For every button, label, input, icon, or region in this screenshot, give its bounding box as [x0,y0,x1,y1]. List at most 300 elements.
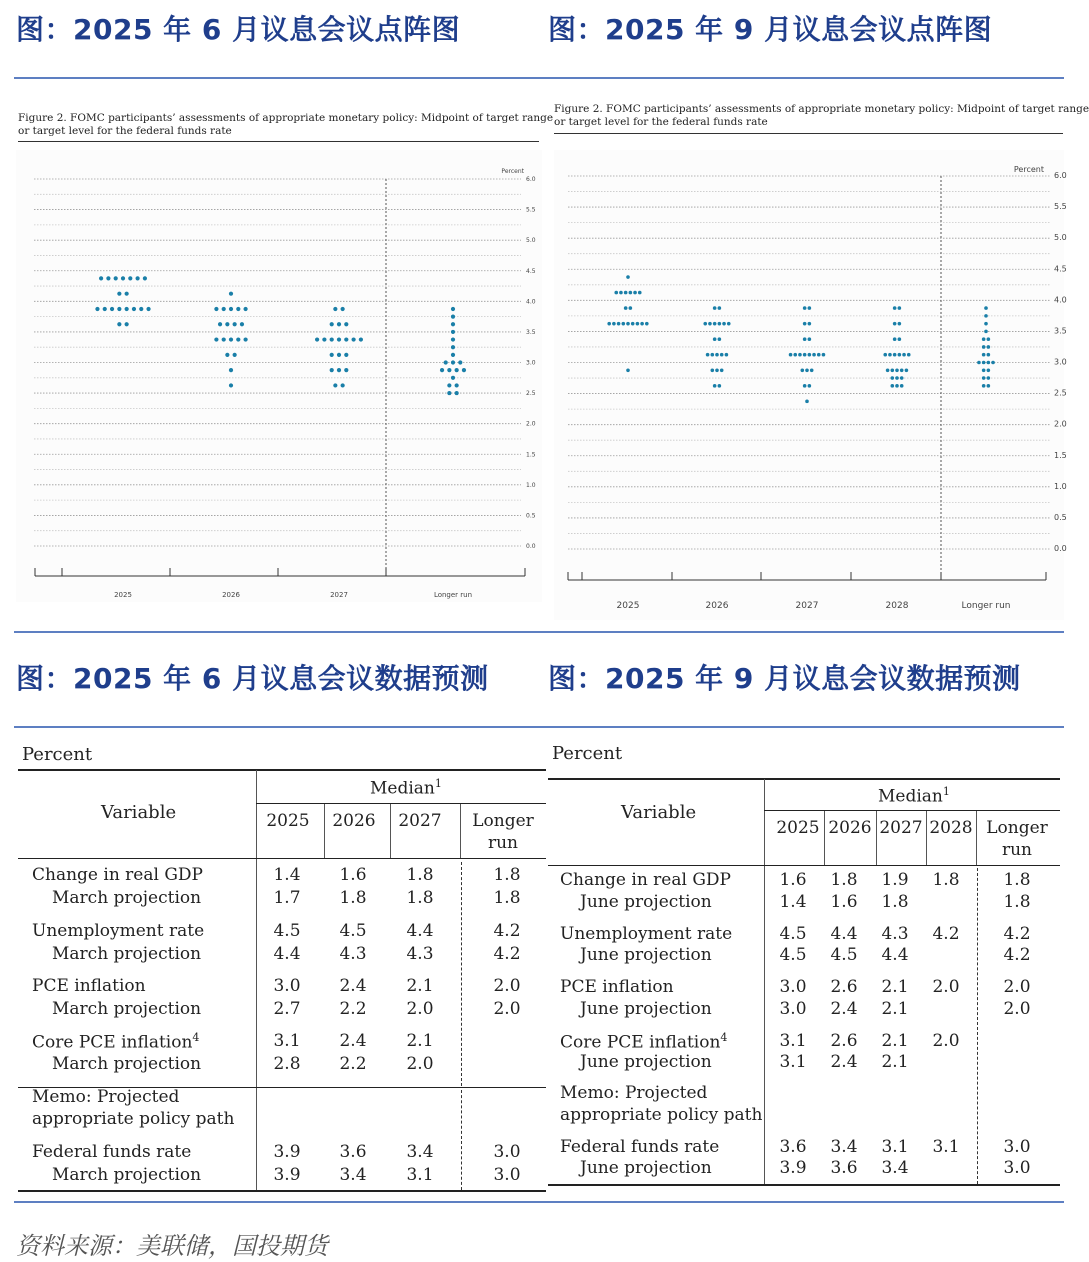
september-cell: 3.0 [779,977,807,997]
june-dot [447,383,451,387]
june-dot [125,292,129,296]
september-ylabel: Percent [1013,165,1044,174]
september-dot [713,337,717,341]
june-memo-line2: appropriate policy path [32,1109,235,1129]
september-dot [982,384,986,388]
september-dot [898,322,902,326]
june-dot [451,330,455,334]
june-dot [225,353,229,357]
june-dot [229,307,233,311]
september-dot [803,353,807,357]
june-cell: 2.2 [339,999,367,1019]
september-dot [812,353,816,357]
june-ytick-label: 1.0 [526,481,536,489]
september-dot [629,291,633,295]
june-dashed-divider [461,862,462,1086]
september-row-label: Unemployment rate [560,924,733,944]
september-ffr-cell: 3.6 [779,1137,807,1157]
september-dot [706,353,710,357]
june-caption-rule [18,141,539,142]
june-dot [233,353,237,357]
june-dot [236,337,240,341]
june-dot [106,276,110,280]
june-dot [117,292,121,296]
june-dot [344,322,348,326]
june-dot [229,337,233,341]
september-row-label: June projection [580,892,712,912]
september-row-label: PCE inflation [560,977,674,997]
september-dot [982,361,986,365]
september-cell: 1.6 [830,892,858,912]
september-figure-caption [554,103,1089,129]
september-dot [718,322,722,326]
september-dot [631,322,635,326]
june-cell: 2.0 [406,999,434,1019]
june-col-longer: Longer [472,811,534,831]
june-header-rule [18,858,546,859]
june-cell: 2.4 [339,1031,367,1051]
june-dot [344,368,348,372]
june-dot [451,307,455,311]
september-dot [900,368,904,372]
september-dot [725,353,729,357]
june-ffr-cell: 3.9 [273,1165,301,1185]
june-ffr-cell: 3.9 [273,1142,301,1162]
june-dot [222,307,226,311]
june-top-rule [18,769,546,771]
june-cell: 2.1 [406,1031,434,1051]
june-cell: 4.2 [493,944,521,964]
june-dot [99,276,103,280]
june-ytick-label: 5.0 [526,237,536,245]
september-cell: 2.6 [830,1031,858,1051]
june-dashed-divider-2 [461,1090,462,1190]
september-cell: 4.4 [830,924,858,944]
june-dot [218,322,222,326]
june-row-label: Core PCE inflation$^4$ [32,1031,200,1053]
june-dot [330,337,334,341]
june-ytick-label: 0.0 [526,543,536,550]
june-cell: 2.2 [339,1054,367,1074]
september-dot [803,306,807,310]
june-dot [462,368,466,372]
september-cell: 4.2 [1003,924,1031,944]
september-dot [893,306,897,310]
september-cell: 2.1 [881,999,909,1019]
september-dot [982,353,986,357]
june-cell: 2.1 [406,976,434,996]
june-dot [455,368,459,372]
september-cell: 4.5 [830,945,858,965]
september-ffr-cell: 3.4 [830,1137,858,1157]
june-category-label: 2026 [222,591,240,599]
june-figure-caption [18,112,553,138]
september-dot [789,353,793,357]
june-category-label: Longer run [433,591,473,599]
june-row-label: March projection [52,944,202,964]
june-ffr-cell: 3.1 [406,1165,434,1185]
june-memo-line1: Memo: Projected [32,1087,180,1107]
june-ylabel: Percent [501,168,524,175]
september-row-label: June projection [580,999,712,1019]
september-dot [822,353,826,357]
september-col-2028: 2028 [929,818,973,838]
june-dot [139,307,143,311]
june-cell: 4.3 [339,944,367,964]
june-dot [315,337,319,341]
june-dot [341,383,345,387]
september-dot [626,368,630,372]
june-row-label: Change in real GDP [32,865,203,885]
september-ffr-cell: 3.4 [881,1158,909,1178]
september-col-2027: 2027 [879,818,923,838]
september-cell: 4.4 [881,945,909,965]
september-dot [898,353,902,357]
september-row-label: Change in real GDP [560,870,731,890]
june-ytick-label: 4.5 [526,267,536,275]
june-ytick-label: 3.0 [526,359,536,367]
june-row-label: PCE inflation [32,976,146,996]
september-category-label: 2027 [795,601,819,611]
june-dot [244,307,248,311]
september-category-label: 2028 [885,601,909,611]
september-dot [711,353,715,357]
june-dot [359,337,363,341]
june-dot [95,307,99,311]
september-ytick-label: 2.0 [1054,419,1067,429]
september-cell: 2.4 [830,999,858,1019]
september-col-run: run [1001,840,1033,860]
september-dot [713,306,717,310]
september-dot [810,368,814,372]
september-dot [622,322,626,326]
september-dot [617,322,621,326]
september-category-label: Longer run [961,601,1011,611]
september-col-divider-1 [824,811,825,865]
september-cell: 2.6 [830,977,858,997]
september-dot [793,353,797,357]
june-dot-plot [16,150,542,602]
september-dot [715,353,719,357]
september-ytick-label: 5.5 [1054,202,1067,212]
june-variable-header: Variable [101,802,177,823]
september-cell: 1.6 [779,870,807,890]
september-cell: 2.4 [830,1052,858,1072]
june-dot [229,292,233,296]
june-percent-label: Percent [22,744,93,765]
september-header-rule [548,865,1060,866]
september-memo-line1: Memo: Projected [560,1083,708,1103]
september-col-longer: Longer [986,818,1048,838]
june-dot [337,337,341,341]
september-variable-header: Variable [621,802,697,823]
september-cell: 3.1 [779,1052,807,1072]
september-ffr-cell: 3.6 [830,1158,858,1178]
june-cell: 1.8 [339,888,367,908]
title-june-projections: 图：2025 年 6 月议息会议数据预测 [16,662,489,695]
june-ytick-label: 2.0 [526,420,536,428]
september-cell: 2.0 [1003,999,1031,1019]
september-dot [895,368,899,372]
june-dot [447,368,451,372]
june-dot [337,322,341,326]
june-cell: 2.8 [273,1054,301,1074]
june-col-divider-1 [324,804,325,858]
september-dot [803,337,807,341]
june-dot [344,337,348,341]
september-dot [720,353,724,357]
june-dot [455,383,459,387]
september-ffr-row-label: Federal funds rate [560,1137,720,1157]
june-dot [103,307,107,311]
september-cell: 4.2 [1003,945,1031,965]
title-september-projections: 图：2025 年 9 月议息会议数据预测 [548,662,1021,695]
september-col-2025: 2025 [776,818,820,838]
september-dot [645,322,649,326]
june-dot [214,337,218,341]
september-dot [619,291,623,295]
source-note: 资料来源：美联储，国投期货 [16,1232,328,1260]
september-cell: 3.1 [779,1031,807,1051]
june-dot [225,322,229,326]
september-cell: 2.1 [881,1031,909,1051]
june-row-label: March projection [52,1054,202,1074]
june-dot [125,322,129,326]
june-dot [121,276,125,280]
september-cell: 4.2 [932,924,960,944]
june-median-header [370,777,442,799]
june-dot [236,307,240,311]
september-dot [984,306,988,310]
september-ytick-label: 6.0 [1054,171,1067,180]
september-dot [987,361,991,365]
september-dot [984,314,988,318]
september-cell: 1.8 [1003,870,1031,890]
september-dot [984,330,988,334]
september-dot [626,275,630,279]
june-cell: 2.0 [406,1054,434,1074]
june-ffr-cell: 3.0 [493,1142,521,1162]
september-dot [720,368,724,372]
september-ffr-cell: 3.0 [1003,1137,1031,1157]
september-top-rule [548,778,1060,780]
june-label-divider [256,770,257,1190]
september-dot [991,361,995,365]
september-col-2026: 2026 [828,818,872,838]
september-ytick-label: 0.5 [1054,512,1067,522]
june-dot [146,307,150,311]
june-row-label: March projection [52,888,202,908]
title-september-dot-plot: 图：2025 年 9 月议息会议点阵图 [548,13,993,46]
june-plot-background [16,150,542,602]
june-dot [455,391,459,395]
june-cell: 1.8 [406,865,434,885]
june-cell: 1.4 [273,865,301,885]
september-dot [982,376,986,380]
september-dot [626,322,630,326]
september-cell: 1.8 [881,892,909,912]
september-caption-line1: Figure 2. FOMC participants’ assessments of appropriate monetary policy: Midpoint of target range [554,103,1089,115]
september-dot [629,306,633,310]
september-ytick-label: 5.0 [1054,233,1067,243]
september-memo-line2: appropriate policy path [560,1105,763,1125]
june-dot [214,307,218,311]
september-cell: 4.5 [779,924,807,944]
september-ytick-label: 4.5 [1054,264,1067,274]
september-dot [713,384,717,388]
june-ytick-label: 5.5 [526,206,536,214]
june-row-label: March projection [52,999,202,1019]
divider-top [14,77,1064,79]
june-cell: 3.0 [273,976,301,996]
june-dot [451,322,455,326]
june-dot [143,276,147,280]
september-cell: 2.0 [932,977,960,997]
september-ytick-label: 3.0 [1054,357,1067,367]
september-dot [987,384,991,388]
september-dot [703,322,707,326]
september-dot [893,353,897,357]
june-cell: 2.0 [493,976,521,996]
september-bottom-rule [548,1184,1060,1186]
june-cell: 1.8 [493,865,521,885]
june-dot [229,368,233,372]
june-dot [333,307,337,311]
june-col-2027: 2027 [398,811,442,831]
september-dot-plot [554,150,1067,620]
september-ytick-label: 1.5 [1054,450,1067,460]
september-dot [893,337,897,341]
june-dot [451,337,455,341]
september-cell: 2.0 [932,1031,960,1051]
september-dot [891,368,895,372]
september-cell: 2.0 [1003,977,1031,997]
september-row-label: Core PCE inflation$^4$ [560,1031,728,1053]
june-caption-line2: or target level for the federal funds rate [18,125,232,137]
june-dot [333,383,337,387]
june-dot [344,353,348,357]
september-dot [808,353,812,357]
september-dot [640,322,644,326]
september-ytick-label: 4.0 [1054,295,1067,305]
june-ffr-cell: 3.4 [339,1165,367,1185]
september-ffr-cell: 3.1 [881,1137,909,1157]
september-dot [905,368,909,372]
september-dot [708,322,712,326]
june-cell: 1.7 [273,888,301,908]
june-ytick-label: 2.5 [526,390,536,398]
june-ffr-row-label: Federal funds rate [32,1142,192,1162]
september-dot [987,337,991,341]
september-row-footnote: 4 [720,1031,728,1044]
september-median-footnote: 1 [942,785,950,798]
september-percent-label: Percent [552,743,623,764]
september-cell: 4.3 [881,924,909,944]
june-ffr-row-label: March projection [52,1165,202,1185]
september-cell: 1.9 [881,870,909,890]
september-dot [907,353,911,357]
september-dot [883,353,887,357]
september-label-divider [764,779,765,1185]
september-dot [982,345,986,349]
june-col-2025: 2025 [266,811,310,831]
september-ffr-cell: 3.0 [1003,1158,1031,1178]
september-median-header [878,785,950,807]
september-dot [718,384,722,388]
september-dot [718,306,722,310]
september-dot [987,345,991,349]
june-dot [240,322,244,326]
june-cell: 1.8 [493,888,521,908]
june-ytick-label: 3.5 [526,328,536,336]
september-median-text: Median [878,786,943,807]
june-cell: 2.4 [339,976,367,996]
september-cell: 3.0 [779,999,807,1019]
september-dot [718,337,722,341]
september-col-divider-4 [976,811,977,865]
september-dot [711,368,715,372]
june-cell: 4.3 [406,944,434,964]
june-dot [447,391,451,395]
september-col-divider-3 [926,811,927,865]
june-ytick-label: 4.0 [526,298,536,306]
june-dot [330,322,334,326]
september-dot [713,322,717,326]
september-dot [624,291,628,295]
september-dot [900,376,904,380]
june-dot [451,376,455,380]
june-dot [440,368,444,372]
june-dot [125,307,129,311]
june-dot [451,360,455,364]
september-dashed-divider [977,868,978,1184]
september-dot [808,306,812,310]
september-dot [614,291,618,295]
september-dot [817,353,821,357]
june-cell: 4.5 [273,921,301,941]
september-dot [977,361,981,365]
divider-middle [14,631,1064,633]
june-col-divider-3 [460,804,461,858]
september-dot [984,322,988,326]
september-median-rule [764,810,1060,811]
june-dot [114,276,118,280]
june-ytick-label: 0.5 [526,512,536,520]
september-cell: 1.4 [779,892,807,912]
september-dot [982,337,986,341]
september-dot [898,306,902,310]
september-dot [715,368,719,372]
september-dot [638,291,642,295]
june-cell: 4.4 [273,944,301,964]
june-col-2026: 2026 [332,811,376,831]
june-dot [117,322,121,326]
september-dot [888,353,892,357]
june-median-rule [256,803,546,804]
june-ffr-cell: 3.4 [406,1142,434,1162]
june-dot [233,322,237,326]
september-dot [987,376,991,380]
september-col-divider-2 [876,811,877,865]
september-dot [607,322,611,326]
june-dot [222,337,226,341]
june-ytick-label: 1.5 [526,451,536,459]
divider-bottom [14,1201,1064,1203]
june-dot [244,337,248,341]
june-dot [330,353,334,357]
september-row-label: June projection [580,945,712,965]
september-cell: 2.1 [881,1052,909,1072]
